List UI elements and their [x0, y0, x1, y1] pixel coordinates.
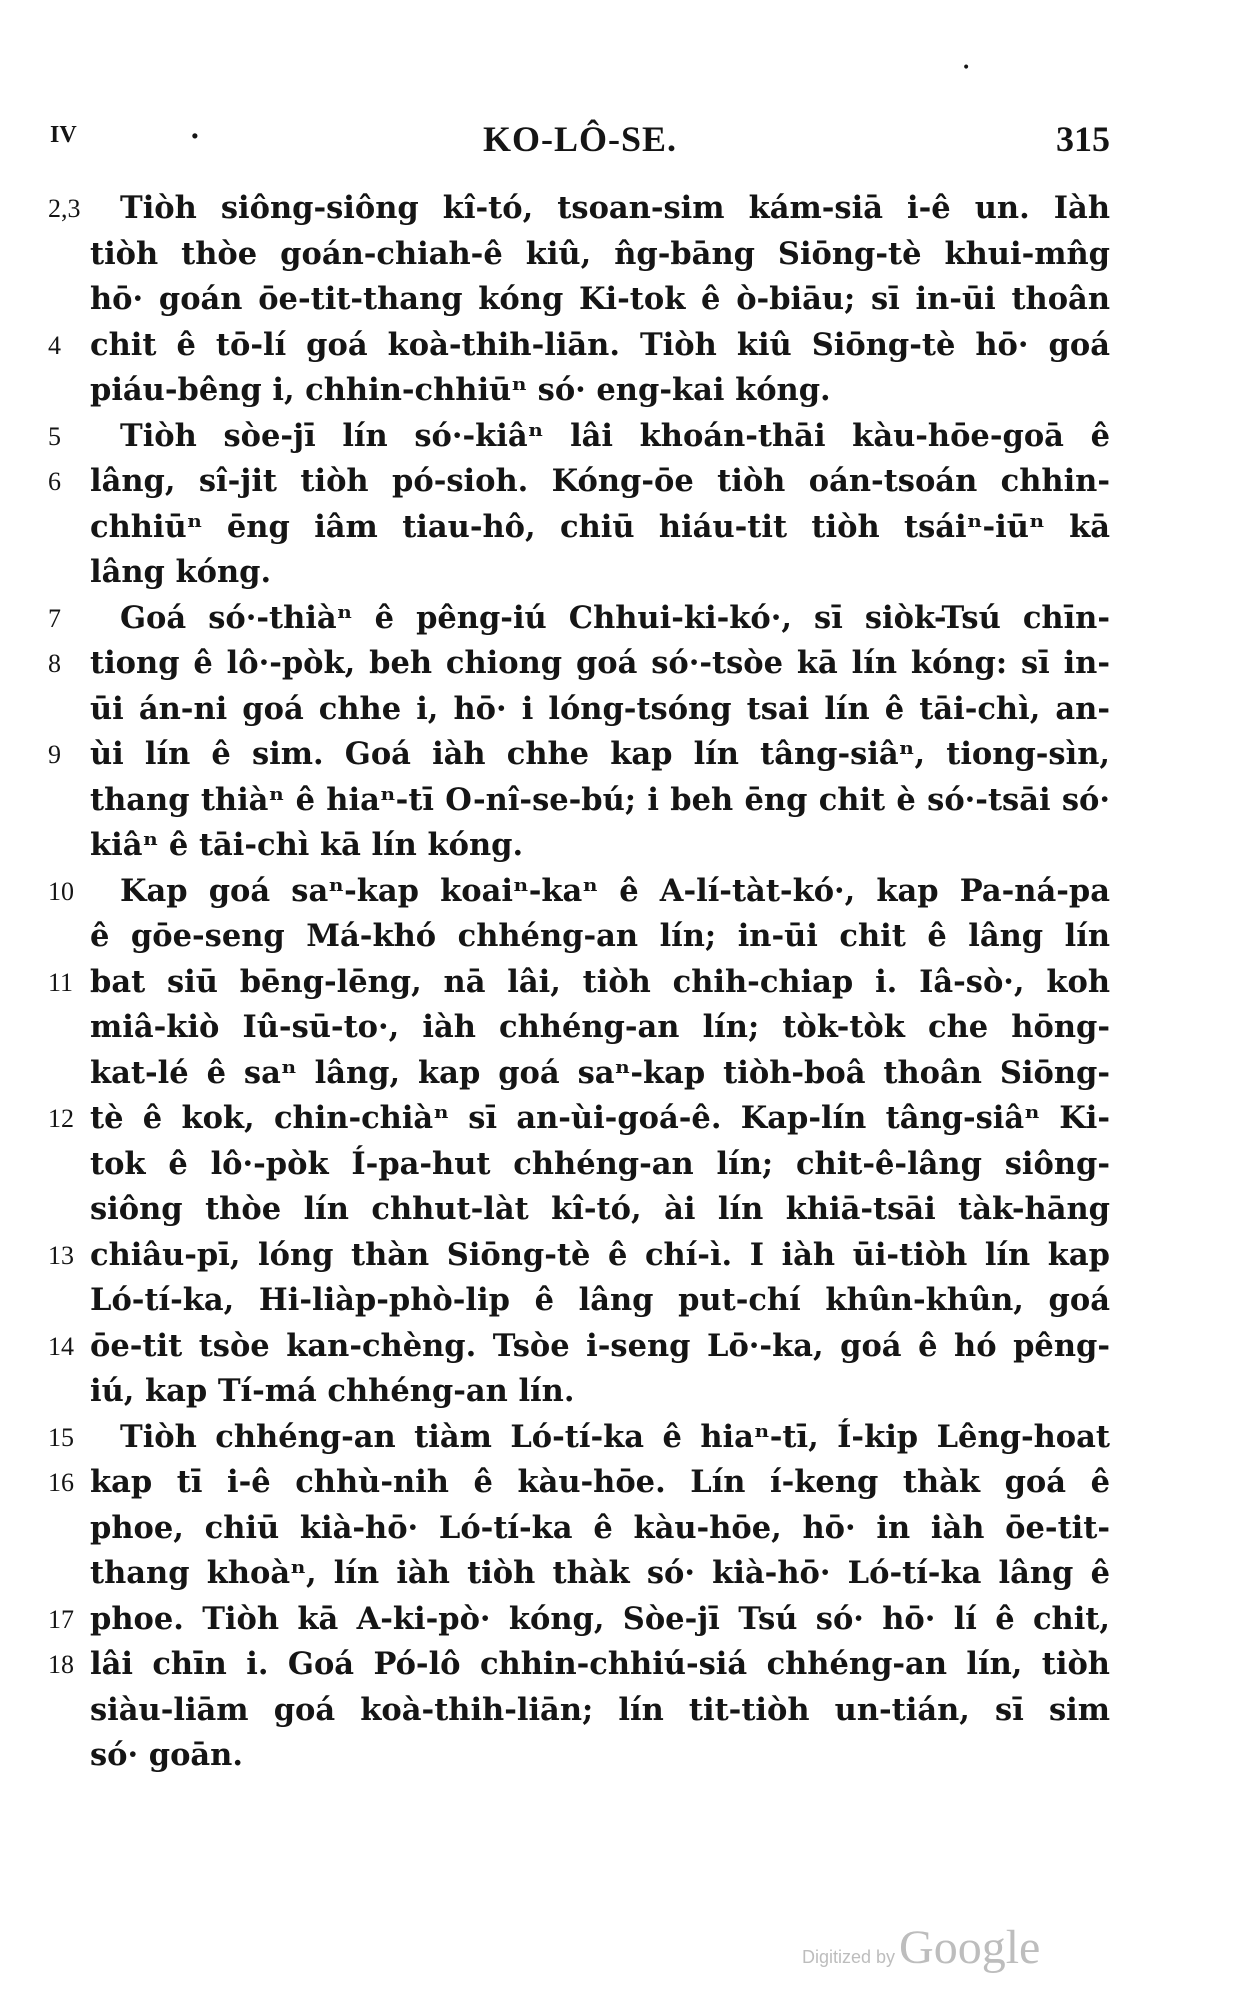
line-text: Ló-tí-ka, Hi-liàp-phò-lip ê lâng put-chí khûn-khûn, goá: [90, 1282, 1110, 1318]
line-text: miâ-kiò Iû-sū-to·, iàh chhéng-an lín; tòk-tòk che hōng-: [90, 1009, 1110, 1045]
line-text: ùi lín ê sim. Goá iàh chhe kap lín tâng-siâⁿ, tiong-sìn,: [90, 736, 1110, 772]
verse-number: 6: [48, 467, 61, 496]
line-text: Kap goá saⁿ-kap koaiⁿ-kaⁿ ê A-lí-tàt-kó·, kap Pa-ná-pa: [120, 872, 1110, 909]
line-text: ōe-tit tsòe kan-chèng. Tsòe i-seng Lō·-ka, goá ê hó pêng-: [90, 1327, 1110, 1364]
verse-number: 14: [48, 1331, 74, 1361]
text-line: [0, 1733, 1249, 1779]
text-line: [0, 1233, 1249, 1279]
text-line: [0, 1688, 1249, 1734]
verse-number: 15: [48, 1422, 74, 1452]
verse-number: 11: [48, 967, 74, 997]
line-text: Tiòh sòe-jī lín só·-kiâⁿ lâi khoán-thāi kàu-hōe-goā ê: [120, 417, 1110, 454]
line-text: siông thòe lín chhut-làt kî-tó, ài lín khiā-tsāi tàk-hāng: [90, 1191, 1110, 1227]
text-line: [0, 232, 1249, 278]
line-text: tok ê lô·-pòk Í-pa-hut chhéng-an lín; chit-ê-lâng siông-: [90, 1145, 1110, 1182]
text-line: [0, 505, 1249, 551]
text-line: [0, 1551, 1249, 1597]
text-line: [0, 732, 1249, 778]
text-line: [0, 1506, 1249, 1552]
line-text: bat siū bēng-lēng, nā lâi, tiòh chih-chiap i. Iâ-sò·, koh: [90, 963, 1110, 1000]
text-line: [0, 414, 1249, 460]
text-line: [0, 1369, 1249, 1415]
line-text: kat-lé ê saⁿ lâng, kap goá saⁿ-kap tiòh-boâ thoân Siōng-: [90, 1054, 1110, 1091]
line-text: chiâu-pī, lóng thàn Siōng-tè ê chí-ì. I iàh ūi-tiòh lín kap: [90, 1236, 1110, 1273]
line-text: lâi chīn i. Goá Pó-lô chhin-chhiú-siá chhéng-an lín, tiòh: [90, 1646, 1110, 1682]
text-line: [0, 1324, 1249, 1370]
text-line: [0, 1278, 1249, 1324]
page-number: 315: [1056, 119, 1110, 159]
chapter-number: IV: [50, 122, 77, 148]
line-text: ê gōe-seng Má-khó chhéng-an lín; in-ūi chit ê lâng lín: [90, 918, 1110, 954]
line-text: piáu-bêng i, chhin-chhiūⁿ só· eng-kai kóng.: [90, 372, 831, 408]
line-text: Tiòh chhéng-an tiàm Ló-tí-ka ê hiaⁿ-tī, Í-kip Lêng-hoat: [120, 1418, 1110, 1455]
line-text: iú, kap Tí-má chhéng-an lín.: [90, 1373, 575, 1409]
line-text: phoe. Tiòh kā A-ki-pò· kóng, Sòe-jī Tsú só· hō· lí ê chit,: [90, 1600, 1110, 1637]
line-text: thang thiàⁿ ê hiaⁿ-tī O-nî-se-bú; i beh ēng chit è só·-tsāi só·: [90, 781, 1110, 818]
verse-number: 9: [48, 740, 61, 769]
line-text: chhiūⁿ ēng iâm tiau-hô, chiū hiáu-tit tiòh tsáiⁿ-iūⁿ kā: [90, 508, 1110, 545]
text-line: [0, 869, 1249, 915]
text-line: [0, 1460, 1249, 1506]
verse-number: 18: [48, 1650, 74, 1679]
text-line: [0, 368, 1249, 414]
line-text: tiòh thòe goán-chiah-ê kiû, n̂g-bāng Siōng-tè khui-mn̂g: [90, 235, 1110, 272]
text-line: [0, 687, 1249, 733]
text-line: [0, 1051, 1249, 1097]
text-line: [0, 914, 1249, 960]
verse-number: 13: [48, 1240, 74, 1270]
line-text: thang khoàⁿ, lín iàh tiòh thàk só· kià-hō· Ló-tí-ka lâng ê: [90, 1555, 1110, 1591]
text-line: [0, 277, 1249, 323]
text-line: [0, 1642, 1249, 1688]
line-text: só· goān.: [90, 1737, 243, 1773]
verse-number: 2,3: [48, 194, 81, 223]
text-line: [0, 596, 1249, 642]
verse-number: 10: [48, 876, 74, 906]
verse-number: 7: [48, 603, 61, 633]
line-text: Tiòh siông-siông kî-tó, tsoan-sim kám-siā i-ê un. Iàh: [120, 190, 1110, 226]
verse-number: 16: [48, 1468, 74, 1497]
text-line: [0, 960, 1249, 1006]
verse-number: 17: [48, 1604, 74, 1634]
verse-number: 8: [48, 649, 61, 678]
verse-number: 4: [48, 330, 61, 360]
line-text: lâng, sî-jit tiòh pó-sioh. Kóng-ōe tiòh oán-tsoán chhin-: [90, 463, 1110, 499]
text-line: [0, 323, 1249, 369]
line-text: kap tī i-ê chhù-nih ê kàu-hōe. Lín í-keng thàk goá ê: [90, 1464, 1110, 1500]
verse-number: 12: [48, 1104, 74, 1133]
text-line: [0, 778, 1249, 824]
margin-mark: •: [962, 60, 971, 76]
text-body: [0, 186, 1249, 1779]
text-line: [0, 641, 1249, 687]
page-header: [50, 112, 1110, 168]
text-line: [0, 1597, 1249, 1643]
line-text: kiâⁿ ê tāi-chì kā lín kóng.: [90, 827, 524, 863]
google-watermark: [802, 1920, 1040, 1975]
header-dot: .: [190, 112, 200, 145]
line-text: tè ê kok, chin-chiàⁿ sī an-ùi-goá-ê. Kap-lín tâng-siâⁿ Ki-: [90, 1100, 1110, 1136]
line-text: phoe, chiū kià-hō· Ló-tí-ka ê kàu-hōe, hō· in iàh ōe-tit-: [90, 1509, 1110, 1546]
text-line: [0, 550, 1249, 596]
text-line: [0, 186, 1249, 232]
text-line: [0, 459, 1249, 505]
line-text: chit ê tō-lí goá koà-thih-liān. Tiòh kiû Siōng-tè hō· goá: [90, 326, 1110, 363]
line-text: Goá só·-thiàⁿ ê pêng-iú Chhui-ki-kó·, sī siòk-Tsú chīn-: [120, 599, 1110, 636]
verse-number: 5: [48, 421, 61, 451]
page-title: KO-LÔ-SE.: [482, 119, 678, 159]
line-text: ūi án-ni goá chhe i, hō· i lóng-tsóng tsai lín ê tāi-chì, an-: [90, 690, 1110, 727]
text-line: [0, 1187, 1249, 1233]
text-line: [0, 1096, 1249, 1142]
line-text: siàu-liām goá koà-thih-liān; lín tit-tiòh un-tián, sī sim: [90, 1691, 1110, 1728]
line-text: hō· goán ōe-tit-thang kóng Ki-tok ê ò-biāu; sī in-ūi thoân: [90, 281, 1110, 317]
line-text: tiong ê lô·-pòk, beh chiong goá só·-tsòe kā lín kóng: sī in-: [90, 645, 1110, 681]
text-line: [0, 1415, 1249, 1461]
text-line: [0, 1142, 1249, 1188]
watermark-prefix: Digitized by: [802, 1947, 896, 1967]
text-line: [0, 823, 1249, 869]
text-line: [0, 1005, 1249, 1051]
google-logo: Google: [899, 1921, 1041, 1974]
line-text: lâng kóng.: [90, 554, 272, 590]
